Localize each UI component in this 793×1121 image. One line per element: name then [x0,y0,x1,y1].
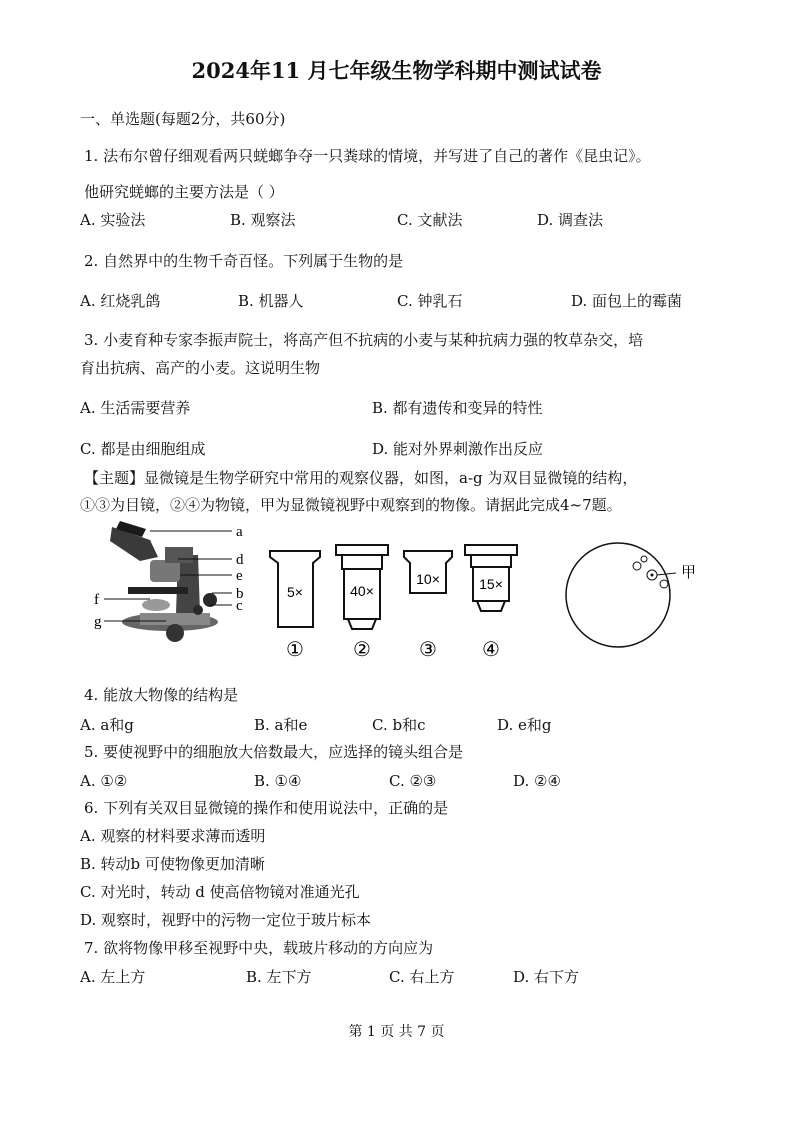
lens-2-magnification: 40× [350,583,374,599]
microscope-figure [0,515,793,665]
q2-option-d: D. 面包上的霉菌 [571,292,683,310]
lens-3-eyepiece [404,551,452,661]
lens-3-magnification: 10× [416,571,440,587]
q1-option-c: C. 文献法 [397,211,463,229]
q6-option-a: A. 观察的材料要求薄而透明 [80,827,266,845]
q7-option-a: A. 左上方 [80,968,146,986]
q5-option-d: D. ②④ [513,772,561,790]
label-c: c [236,598,243,614]
page-footer: 第 1 页 共 7 页 [348,1024,445,1040]
label-b: b [236,586,244,602]
lens-4-objective [465,545,517,661]
theme-line1: 【主题】显微镜是生物学研究中常用的观察仪器，如图，a-g 为双目显微镜的结构， [84,469,638,487]
theme-line2: ①③为目镜，②④为物镜，甲为显微镜视野中观察到的物像。请据此完成4~7题。 [80,496,622,514]
q6-option-d: D. 观察时，视野中的污物一定位于玻片标本 [80,911,372,929]
q2-stem: 2. 自然界中的生物千奇百怪。下列属于生物的是 [84,252,404,270]
lens-2-number: ② [353,637,371,661]
section-heading: 一、单选题(每题2分，共60分) [80,110,286,128]
q7-option-b: B. 左下方 [246,968,312,986]
q2-option-a: A. 红烧乳鸽 [80,292,161,310]
q4-option-a: A. a和g [80,716,134,734]
field-label-jia: 甲 [681,563,697,581]
q7-option-c: C. 右上方 [389,968,455,986]
label-d: d [236,552,244,568]
q2-option-b: B. 机器人 [238,292,304,310]
q5-stem: 5. 要使视野中的细胞放大倍数最大，应选择的镜头组合是 [84,743,464,761]
label-e: e [236,568,243,584]
lens-4-number: ④ [482,637,500,661]
label-f: f [94,592,99,608]
lens-2-objective [336,545,388,661]
lens-1-eyepiece [270,551,320,661]
q3-stem-line1: 3. 小麦育种专家李振声院士，将高产但不抗病的小麦与某种抗病力强的牧草杂交，培 [84,331,644,349]
lens-1-magnification: 5× [287,584,303,600]
q4-option-d: D. e和g [497,716,552,734]
q1-stem-line1: 1. 法布尔曾仔细观看两只蜣螂争夺一只粪球的情境，并写进了自己的著作《昆虫记》。 [84,147,651,165]
q1-option-a: A. 实验法 [80,211,146,229]
q1-option-d: D. 调查法 [537,211,604,229]
q3-option-c: C. 都是由细胞组成 [80,440,206,458]
q1-stem-line2: 他研究蜣螂的主要方法是（ ） [84,183,284,201]
q4-option-b: B. a和e [254,716,308,734]
q4-option-c: C. b和c [372,716,426,734]
q1-option-b: B. 观察法 [230,211,296,229]
q5-option-c: C. ②③ [389,772,437,790]
q6-option-c: C. 对光时，转动 d 使高倍物镜对准通光孔 [80,883,360,901]
q5-option-b: B. ①④ [254,772,302,790]
q3-option-d: D. 能对外界刺激作出反应 [372,440,544,458]
page-title: 2024年11 月七年级生物学科期中测试试卷 [191,58,602,83]
lens-1-number: ① [286,637,304,661]
field-of-view [566,543,676,647]
lens-4-magnification: 15× [479,576,503,592]
label-g: g [94,614,102,630]
microscope-illustration [104,521,232,642]
q6-stem: 6. 下列有关双目显微镜的操作和使用说法中，正确的是 [84,799,449,817]
q3-option-b: B. 都有遗传和变异的特性 [372,399,543,417]
q4-stem: 4. 能放大物像的结构是 [84,686,239,704]
q7-option-d: D. 右下方 [513,968,580,986]
q3-option-a: A. 生活需要营养 [80,399,191,417]
lens-3-number: ③ [419,637,437,661]
q6-option-b: B. 转动b 可使物像更加清晰 [80,855,265,873]
q2-option-c: C. 钟乳石 [397,292,463,310]
q3-stem-line2: 育出抗病、高产的小麦。这说明生物 [80,359,321,377]
q7-stem: 7. 欲将物像甲移至视野中央，载玻片移动的方向应为 [84,939,434,957]
label-a: a [236,524,243,540]
q5-option-a: A. ①② [80,772,128,790]
